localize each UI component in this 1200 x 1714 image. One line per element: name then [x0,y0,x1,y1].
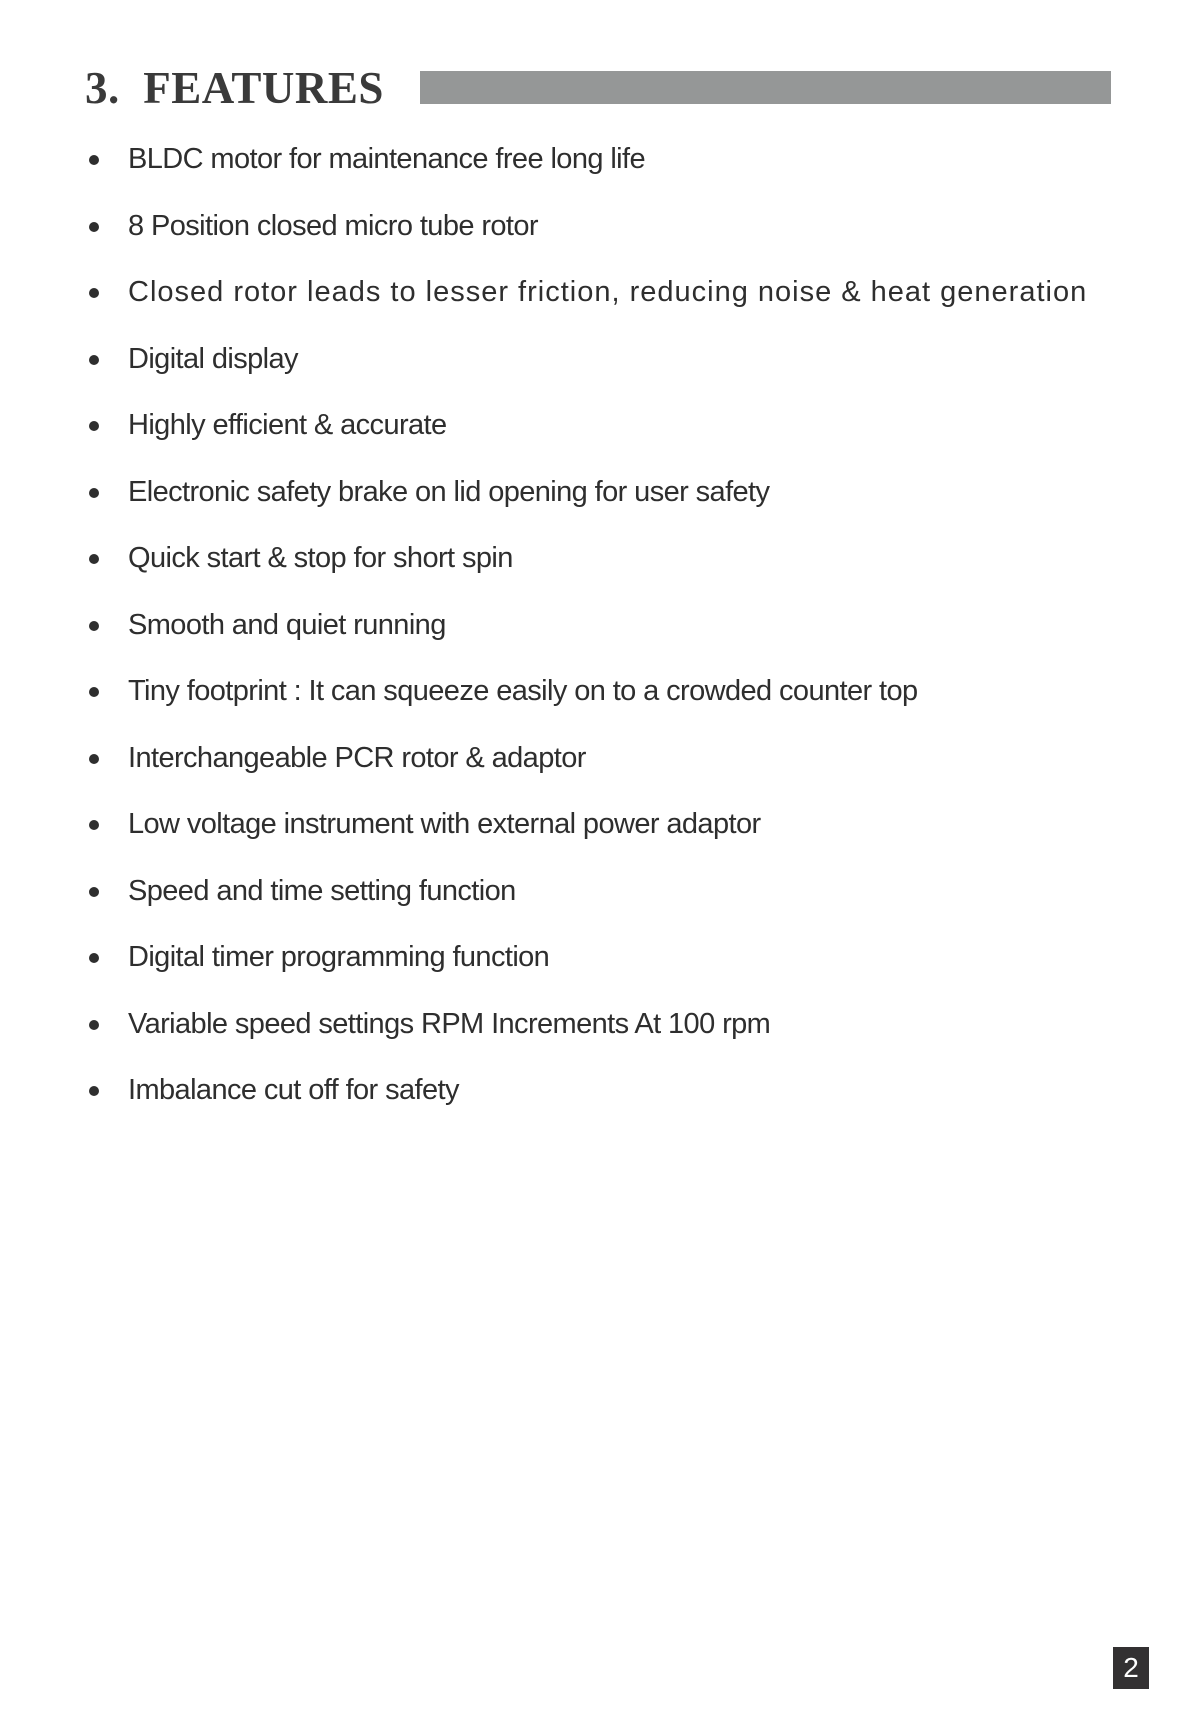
feature-text: Tiny footprint : It can squeeze easily on to a crowded counter top [128,675,918,707]
bullet-icon [89,953,99,963]
feature-text: Interchangeable PCR rotor & adaptor [128,741,586,774]
feature-text: Closed rotor leads to lesser friction, reducing noise & heat generation [128,276,1088,308]
list-item [0,532,1111,585]
heading-rule-bar [420,71,1111,104]
list-item [0,732,1111,785]
list-item [0,599,1111,652]
feature-text: Imbalance cut off for safety [128,1074,459,1106]
feature-text: Smooth and quiet running [128,608,446,641]
bullet-icon [89,421,99,431]
bullet-icon [89,687,99,697]
feature-text: Low voltage instrument with external power adaptor [128,808,761,840]
feature-text: BLDC motor for maintenance free long life [128,143,645,175]
bullet-icon [89,355,99,365]
list-item [0,931,1111,984]
bullet-icon [89,1020,99,1030]
list-item [0,665,1111,718]
bullet-icon [89,288,99,298]
feature-text: Highly efficient & accurate [128,409,447,441]
bullet-icon [89,1086,99,1096]
list-item [0,200,1111,253]
list-item [0,1064,1111,1117]
feature-text: 8 Position closed micro tube rotor [128,209,538,242]
bullet-icon [89,820,99,830]
feature-text: Electronic safety brake on lid opening for user safety [128,475,770,508]
bullet-icon [89,222,99,232]
list-item [0,399,1111,452]
feature-text: Digital display [128,342,298,375]
list-item [0,466,1111,519]
bullet-icon [89,554,99,564]
bullet-icon [89,488,99,498]
bullet-icon [89,887,99,897]
features-list [0,133,1200,1131]
page-number: 2 [1113,1647,1149,1689]
feature-text: Variable speed settings RPM Increments At 100 rpm [128,1007,771,1040]
list-item [0,333,1111,386]
feature-text: Speed and time setting function [128,874,516,907]
list-item [0,266,1111,319]
bullet-icon [89,621,99,631]
list-item [0,998,1111,1051]
list-item [0,798,1111,851]
list-item [0,133,1111,186]
feature-text: Quick start & stop for short spin [128,542,513,574]
feature-text: Digital timer programming function [128,941,550,973]
bullet-icon [89,155,99,165]
section-heading: 3. FEATURES [85,63,384,113]
bullet-icon [89,754,99,764]
list-item [0,865,1111,918]
